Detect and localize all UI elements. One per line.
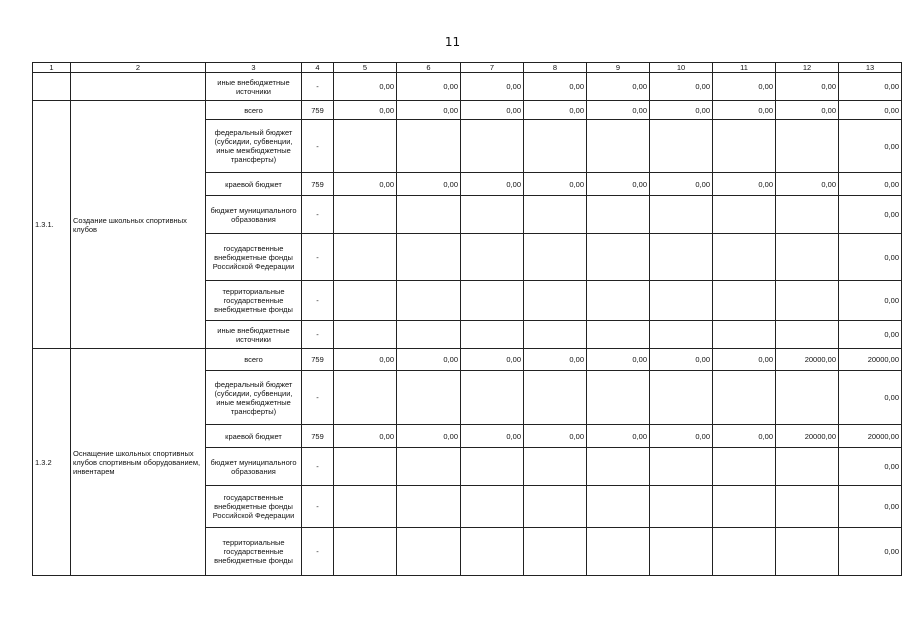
value-cell: 0,00 <box>524 425 587 448</box>
value-cell: 0,00 <box>397 349 461 371</box>
funding-source: территориальные государственные внебюджетные фонды <box>206 281 302 321</box>
value-cell <box>587 448 650 486</box>
value-cell <box>397 371 461 425</box>
col-header: 12 <box>776 63 839 73</box>
value-cell <box>524 196 587 234</box>
code-cell: - <box>302 120 334 173</box>
funding-source: краевой бюджет <box>206 173 302 196</box>
table-row <box>33 101 902 120</box>
value-cell: 0,00 <box>650 425 713 448</box>
page-number: 11 <box>444 35 461 49</box>
value-cell: 20000,00 <box>839 425 902 448</box>
value-cell: 0,00 <box>776 73 839 101</box>
value-cell: 0,00 <box>839 173 902 196</box>
funding-source: всего <box>206 101 302 120</box>
value-cell <box>397 448 461 486</box>
code-cell: 759 <box>302 349 334 371</box>
value-cell: 0,00 <box>334 101 397 120</box>
value-cell: 0,00 <box>461 173 524 196</box>
value-cell: 0,00 <box>839 73 902 101</box>
value-cell <box>524 371 587 425</box>
value-cell <box>587 281 650 321</box>
value-cell <box>650 234 713 281</box>
code-cell: - <box>302 281 334 321</box>
col-header: 3 <box>206 63 302 73</box>
value-cell: 0,00 <box>650 101 713 120</box>
value-cell <box>776 234 839 281</box>
value-cell <box>650 448 713 486</box>
value-cell: 20000,00 <box>776 349 839 371</box>
value-cell: 0,00 <box>713 73 776 101</box>
budget-table <box>32 62 902 576</box>
value-cell: 0,00 <box>524 349 587 371</box>
value-cell <box>461 486 524 528</box>
value-cell <box>461 321 524 349</box>
value-cell <box>713 528 776 576</box>
value-cell <box>713 234 776 281</box>
value-cell <box>713 448 776 486</box>
code-cell: 759 <box>302 101 334 120</box>
code-cell: - <box>302 234 334 281</box>
item-number: 1.3.1. <box>33 101 71 349</box>
value-cell <box>713 371 776 425</box>
col-header: 9 <box>587 63 650 73</box>
value-cell: 20000,00 <box>776 425 839 448</box>
code-cell: 759 <box>302 425 334 448</box>
value-cell: 0,00 <box>397 101 461 120</box>
value-cell: 0,00 <box>650 349 713 371</box>
value-cell <box>461 448 524 486</box>
value-cell <box>334 234 397 281</box>
funding-source: государственные внебюджетные фонды Российской Федерации <box>206 486 302 528</box>
value-cell <box>334 120 397 173</box>
value-cell: 0,00 <box>334 425 397 448</box>
value-cell <box>524 448 587 486</box>
value-cell: 0,00 <box>461 425 524 448</box>
value-cell: 0,00 <box>776 173 839 196</box>
value-cell: 0,00 <box>461 73 524 101</box>
value-cell <box>334 196 397 234</box>
value-cell <box>650 486 713 528</box>
table-row <box>33 73 902 101</box>
value-cell <box>587 371 650 425</box>
value-cell <box>713 486 776 528</box>
value-cell: 0,00 <box>839 321 902 349</box>
col-header: 7 <box>461 63 524 73</box>
value-cell <box>524 234 587 281</box>
value-cell: 0,00 <box>839 234 902 281</box>
code-cell: - <box>302 73 334 101</box>
value-cell <box>776 448 839 486</box>
value-cell <box>713 120 776 173</box>
value-cell <box>524 120 587 173</box>
value-cell <box>776 281 839 321</box>
value-cell: 0,00 <box>334 349 397 371</box>
value-cell <box>650 371 713 425</box>
value-cell <box>650 196 713 234</box>
value-cell <box>650 528 713 576</box>
code-cell: - <box>302 528 334 576</box>
funding-source: федеральный бюджет (субсидии, субвенции, иные межбюджетные трансферты) <box>206 371 302 425</box>
value-cell: 0,00 <box>839 196 902 234</box>
funding-source: иные внебюджетные источники <box>206 73 302 101</box>
value-cell <box>776 486 839 528</box>
value-cell: 0,00 <box>587 349 650 371</box>
value-cell: 0,00 <box>650 73 713 101</box>
value-cell <box>713 281 776 321</box>
value-cell: 0,00 <box>713 425 776 448</box>
value-cell <box>524 528 587 576</box>
value-cell: 0,00 <box>587 425 650 448</box>
value-cell <box>461 371 524 425</box>
value-cell: 0,00 <box>334 73 397 101</box>
value-cell <box>587 196 650 234</box>
value-cell: 0,00 <box>839 101 902 120</box>
value-cell: 0,00 <box>650 173 713 196</box>
value-cell <box>397 528 461 576</box>
value-cell: 0,00 <box>397 425 461 448</box>
value-cell: 0,00 <box>839 120 902 173</box>
value-cell: 0,00 <box>461 349 524 371</box>
value-cell: 0,00 <box>839 448 902 486</box>
funding-source: иные внебюджетные источники <box>206 321 302 349</box>
item-name <box>71 73 206 101</box>
value-cell: 0,00 <box>587 173 650 196</box>
col-header: 8 <box>524 63 587 73</box>
value-cell <box>524 281 587 321</box>
value-cell <box>524 321 587 349</box>
code-cell: - <box>302 486 334 528</box>
item-number <box>33 73 71 101</box>
value-cell: 20000,00 <box>839 349 902 371</box>
col-header: 4 <box>302 63 334 73</box>
value-cell <box>397 486 461 528</box>
code-cell: - <box>302 448 334 486</box>
funding-source: всего <box>206 349 302 371</box>
value-cell <box>524 486 587 528</box>
value-cell: 0,00 <box>776 101 839 120</box>
col-header: 13 <box>839 63 902 73</box>
value-cell <box>397 234 461 281</box>
value-cell: 0,00 <box>524 73 587 101</box>
value-cell <box>587 234 650 281</box>
col-header: 5 <box>334 63 397 73</box>
funding-source: краевой бюджет <box>206 425 302 448</box>
value-cell <box>334 371 397 425</box>
col-header: 2 <box>71 63 206 73</box>
value-cell <box>461 528 524 576</box>
code-cell: - <box>302 371 334 425</box>
value-cell <box>461 281 524 321</box>
value-cell <box>587 321 650 349</box>
item-name: Создание школьных спортивных клубов <box>71 101 206 349</box>
col-header: 6 <box>397 63 461 73</box>
value-cell: 0,00 <box>587 73 650 101</box>
value-cell: 0,00 <box>587 101 650 120</box>
value-cell <box>587 528 650 576</box>
value-cell <box>587 486 650 528</box>
value-cell <box>397 196 461 234</box>
col-header: 11 <box>713 63 776 73</box>
funding-source: федеральный бюджет (субсидии, субвенции, иные межбюджетные трансферты) <box>206 120 302 173</box>
value-cell <box>776 321 839 349</box>
funding-source: бюджет муниципального образования <box>206 196 302 234</box>
value-cell: 0,00 <box>839 528 902 576</box>
value-cell <box>397 281 461 321</box>
value-cell: 0,00 <box>713 349 776 371</box>
value-cell <box>650 281 713 321</box>
value-cell <box>776 196 839 234</box>
value-cell <box>461 120 524 173</box>
value-cell: 0,00 <box>334 173 397 196</box>
value-cell <box>587 120 650 173</box>
col-header: 1 <box>33 63 71 73</box>
value-cell: 0,00 <box>713 173 776 196</box>
value-cell <box>776 528 839 576</box>
code-cell: - <box>302 321 334 349</box>
value-cell: 0,00 <box>461 101 524 120</box>
value-cell: 0,00 <box>397 173 461 196</box>
funding-source: государственные внебюджетные фонды Российской Федерации <box>206 234 302 281</box>
value-cell <box>776 120 839 173</box>
col-header: 10 <box>650 63 713 73</box>
value-cell: 0,00 <box>524 101 587 120</box>
value-cell <box>650 321 713 349</box>
item-name: Оснащение школьных спортивных клубов спортивным оборудованием, инвентарем <box>71 349 206 576</box>
value-cell: 0,00 <box>713 101 776 120</box>
value-cell <box>713 321 776 349</box>
header-row <box>33 63 902 73</box>
value-cell: 0,00 <box>839 371 902 425</box>
value-cell <box>650 120 713 173</box>
funding-source: территориальные государственные внебюджетные фонды <box>206 528 302 576</box>
value-cell <box>334 486 397 528</box>
funding-source: бюджет муниципального образования <box>206 448 302 486</box>
value-cell <box>334 281 397 321</box>
value-cell <box>461 234 524 281</box>
value-cell: 0,00 <box>397 73 461 101</box>
value-cell <box>461 196 524 234</box>
value-cell <box>776 371 839 425</box>
value-cell <box>334 448 397 486</box>
value-cell <box>397 321 461 349</box>
value-cell: 0,00 <box>839 486 902 528</box>
value-cell <box>334 321 397 349</box>
value-cell: 0,00 <box>839 281 902 321</box>
value-cell <box>713 196 776 234</box>
table-row <box>33 349 902 371</box>
code-cell: - <box>302 196 334 234</box>
value-cell: 0,00 <box>524 173 587 196</box>
item-number: 1.3.2 <box>33 349 71 576</box>
value-cell <box>397 120 461 173</box>
code-cell: 759 <box>302 173 334 196</box>
value-cell <box>334 528 397 576</box>
